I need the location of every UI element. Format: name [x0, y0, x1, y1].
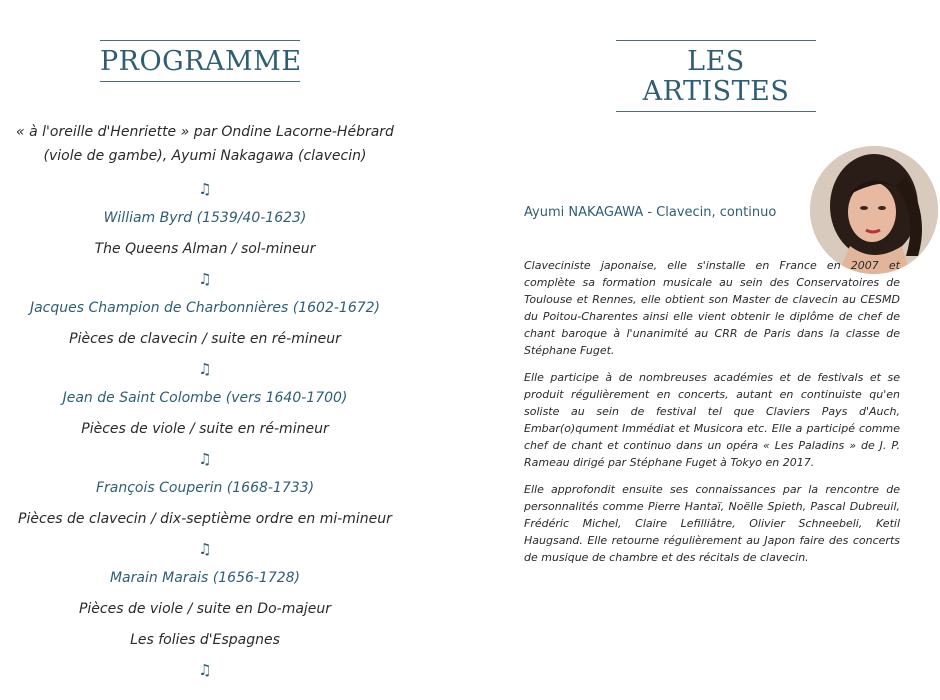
- music-note-icon: ♫: [198, 450, 212, 468]
- piece-couperin: [0, 448, 410, 531]
- bio-paragraph: Claveciniste japonaise, elle s'installe en France en 2007 et complète sa formation musicale au sein des Conservatoires de Toulouse et Rennes, elle obtient son Master de clavecin au CESMD du Poitou-Charentes ainsi elle vient obtenir le diplôme de chef de chant baroque à l'unanimité au CRR de Paris dans la classe de Stéphane Fuget.: [524, 259, 900, 357]
- artist-name: Ayumi NAKAGAWA - Clavecin, continuo: [524, 205, 777, 220]
- portrait-photo: [810, 146, 938, 274]
- composer-name: Marain Marais (1656-1728): [109, 570, 301, 586]
- programme-intro: « à l'oreille d'Henriette » par Ondine Lacorne-Hébrard (viole de gambe), Ayumi Nakagawa (clavecin): [16, 124, 394, 164]
- work-title: Les folies d'Espagnes: [130, 632, 280, 648]
- artists-heading: [616, 40, 816, 112]
- piece-charbonnieres: [0, 268, 410, 351]
- composer-name: William Byrd (1539/40-1623): [103, 210, 307, 226]
- artist-bio: [524, 257, 900, 576]
- piece-saint-colombe: [0, 358, 410, 441]
- bio-paragraph: Elle participe à de nombreuses académies et de festivals et se produit régulièrement en concerts, autant en continuiste qu'en soliste au sein de festival tel que Claviers Pays d'Auch, Embar(o)qument Immédiat et Musicora etc. Elle a participé comme chef de chant et continuo dans un opéra « Les Paladins » de J. P. Rameau dirigé par Stéphane Fuget à Tokyo en 2017.: [524, 371, 900, 469]
- heading-rule-bottom: [616, 111, 816, 112]
- music-note-icon: ♫: [198, 540, 212, 558]
- composer-name: Jean de Saint Colombe (vers 1640-1700): [62, 390, 348, 406]
- programme-column: [0, 0, 420, 700]
- work-title: Pièces de viole / suite en ré-mineur: [81, 421, 329, 437]
- work-title: The Queens Alman / sol-mineur: [94, 241, 316, 257]
- heading-rule-top: [616, 40, 816, 41]
- composer-name: Jacques Champion de Charbonnières (1602-1672): [29, 300, 381, 316]
- composer-name: François Couperin (1668-1733): [95, 480, 315, 496]
- programme-title: PROGRAMME: [100, 46, 302, 77]
- music-note-icon: ♫: [198, 270, 212, 288]
- heading-rule-top: [100, 40, 300, 41]
- work-title: Pièces de clavecin / suite en ré-mineur: [69, 331, 341, 347]
- piece-list: [0, 178, 410, 681]
- music-note-icon: ♫: [198, 661, 212, 679]
- piece-marais: [0, 538, 410, 681]
- programme-heading: [100, 40, 300, 82]
- music-note-icon: ♫: [198, 360, 212, 378]
- artists-title: LES ARTISTES: [642, 46, 790, 107]
- artist-portrait: [810, 146, 938, 274]
- heading-rule-bottom: [100, 81, 300, 82]
- work-title: Pièces de clavecin / dix-septième ordre en mi-mineur: [18, 511, 392, 527]
- music-note-icon: ♫: [198, 180, 212, 198]
- artists-column: [470, 0, 940, 700]
- work-title: Pièces de viole / suite en Do-majeur: [78, 601, 332, 617]
- bio-paragraph: Elle approfondit ensuite ses connaissances par la rencontre de personnalités comme Pierre Hantaï, Noëlle Spieth, Pascal Dubreuil, Frédéric Michel, Claire Lefilliâtre, Olivier Schneebeli, Ketil Haugsand. Elle retourne régulièrement au Japon faire des concerts de musique de chambre et des récitals de clavecin.: [524, 483, 900, 564]
- piece-byrd: [0, 178, 410, 261]
